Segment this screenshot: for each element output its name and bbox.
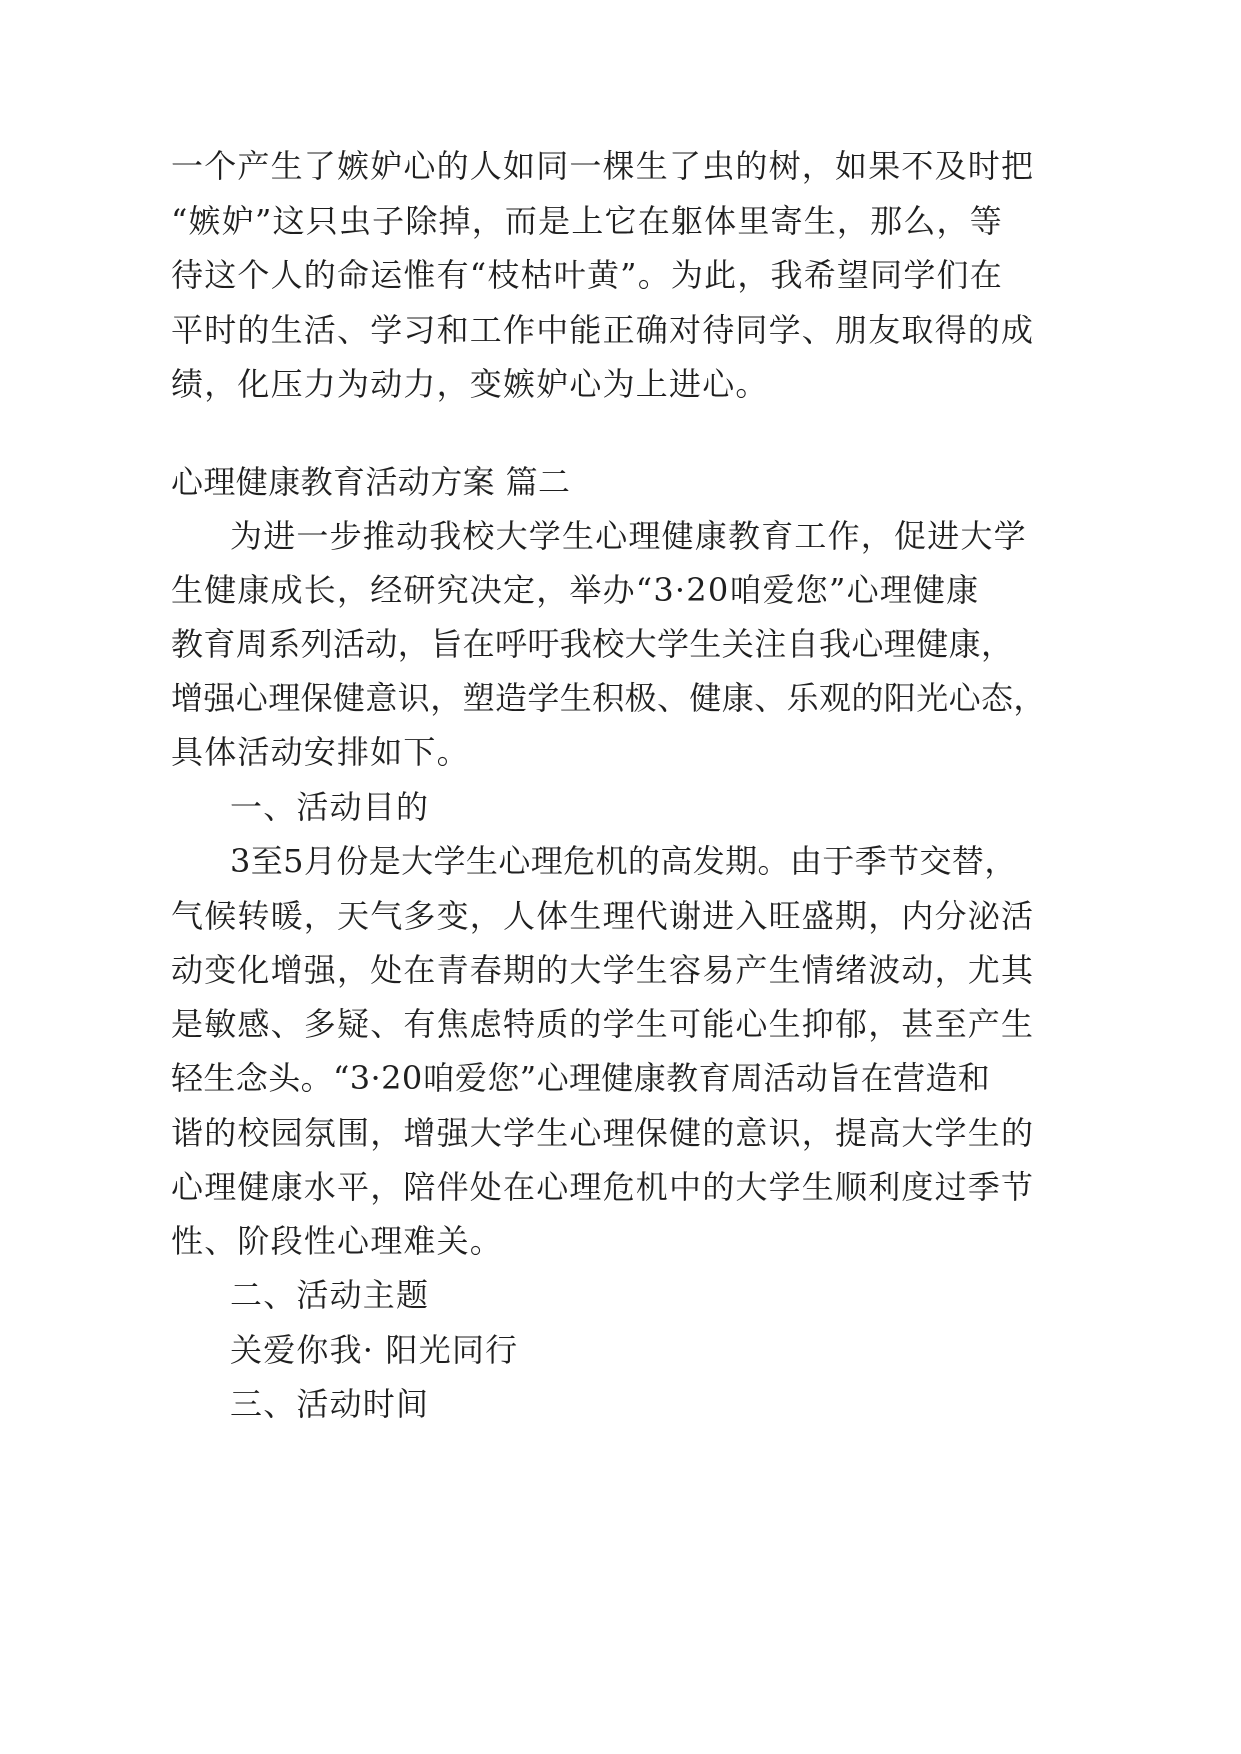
purpose-line: 动变化增强，处在青春期的大学生容易产生情绪波动，尤其: [171, 951, 1035, 989]
opening-line: 为进一步推动我校大学生心理健康教育工作，促进大学: [230, 517, 1027, 555]
intro-line: 平时的生活、学习和工作中能正确对待同学、朋友取得的成: [171, 311, 1035, 349]
opening-line: 增强心理保健意识，塑造学生积极、健康、乐观的阳光心态，: [171, 679, 1046, 717]
purpose-line: 性、阶段性心理难关。: [171, 1222, 504, 1260]
opening-line: 生健康成长，经研究决定，举办“3·20咱爱您”心理健康: [171, 571, 980, 609]
purpose-line: 气候转暖，天气多变，人体生理代谢进入旺盛期，内分泌活: [171, 897, 1035, 935]
intro-line: 一个产生了嫉妒心的人如同一棵生了虫的树，如果不及时把: [171, 147, 1035, 185]
purpose-line: 是敏感、多疑、有焦虑特质的学生可能心生抑郁，甚至产生: [171, 1005, 1035, 1043]
intro-line: 待这个人的命运惟有“枝枯叶黄”。为此，我希望同学们在: [171, 256, 1003, 294]
intro-line: 绩，化压力为动力，变嫉妒心为上进心。: [171, 365, 769, 403]
opening-line: 具体活动安排如下。: [171, 733, 470, 771]
purpose-line: 轻生念头。“3·20咱爱您”心理健康教育周活动旨在营造和: [171, 1059, 991, 1097]
heading-purpose: 一、活动目的: [230, 788, 430, 826]
section-title: 心理健康教育活动方案 篇二: [171, 463, 571, 501]
heading-theme: 二、活动主题: [230, 1276, 430, 1314]
opening-line: 教育周系列活动，旨在呼吁我校大学生关注自我心理健康，: [171, 625, 1014, 663]
intro-line: “嫉妒”这只虫子除掉，而是上它在躯体里寄生，那么，等: [171, 202, 1003, 240]
purpose-line: 谐的校园氛围，增强大学生心理保健的意识，提高大学生的: [171, 1114, 1035, 1152]
purpose-line: 心理健康水平，陪伴处在心理危机中的大学生顺利度过季节: [171, 1168, 1035, 1206]
heading-time: 三、活动时间: [230, 1385, 430, 1423]
purpose-line: 3至5月份是大学生心理危机的高发期。由于季节交替，: [230, 842, 1017, 880]
theme-text: 关爱你我· 阳光同行: [230, 1331, 519, 1369]
